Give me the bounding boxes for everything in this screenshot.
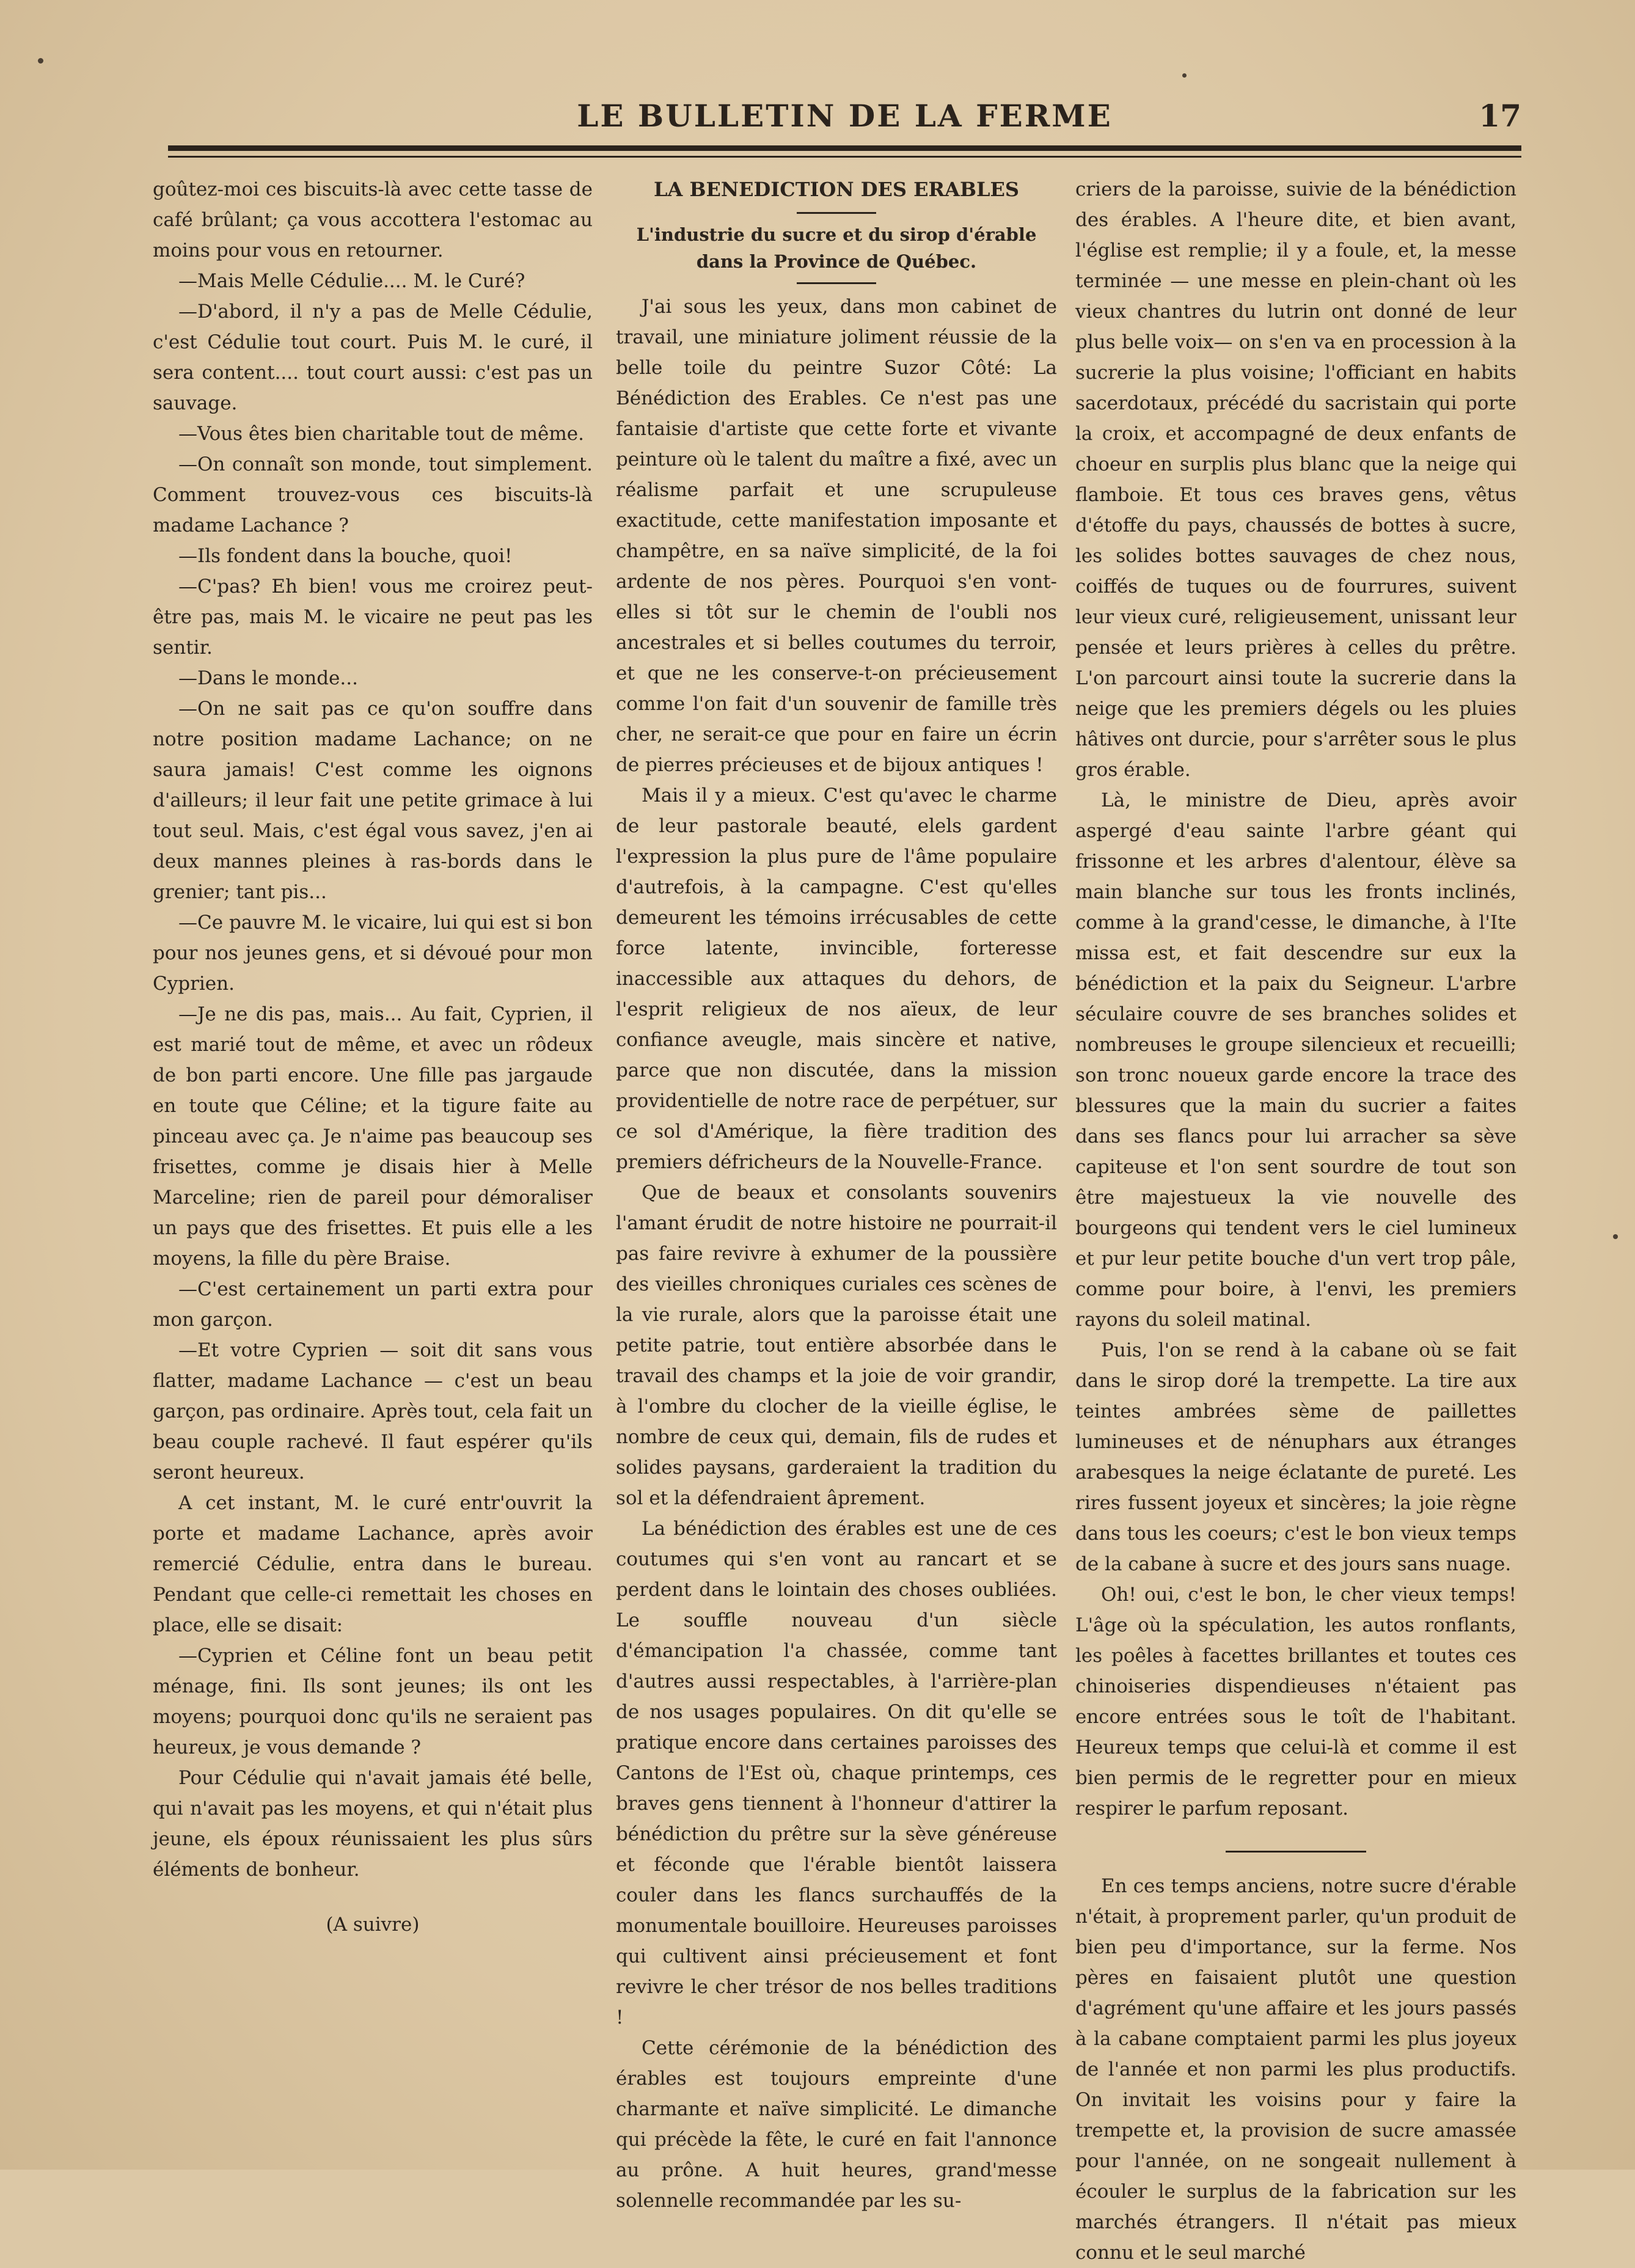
paragraph: La bénédiction des érables est une de ces coutumes qui s'en vont au rancart et se perdent dans le lointain des choses oubliées. Le souffle nouveau d'un siècle d'émancipation l'a chassée, comme tant d'autres aussi respectables, à l'arrière-plan de nos usages populaires. On dit qu'elle se pratique encore dans certaines paroisses des Cantons de l'Est où, chaque printemps, ces braves gens tiennent à l'honneur d'attirer la bénédiction du prêtre sur la sève généreuse et féconde que l'érable bientôt laissera couler dans les flancs surchauffés de la monumentale bouilloire. Heureuses paroisses qui cultivent ainsi précieusement et font revivre le cher trésor de nos belles traditions ! xyxy=(616,1518,1057,2028)
article-subtitle: L'industrie du sucre et du sirop d'érable dans la Province de Québec. xyxy=(636,224,1037,272)
paragraph: —Ils fondent dans la bouche, quoi! xyxy=(178,545,513,567)
to-be-continued: (A suivre) xyxy=(326,1914,420,1936)
column-left-story-continuation xyxy=(153,174,593,2019)
section-separator xyxy=(1226,1851,1366,1853)
paragraph: En ces temps anciens, notre sucre d'érable n'était, à proprement parler, qu'un produit de bien peu d'importance, sur la ferme. Nos pères en faisaient plutôt une question d'agrément qu'une affaire et les jours passés à la cabane comptaient parmi les plus joyeux de l'année et non parmi les plus productifs. On invitait les voisins pour y faire la trempette et, la provision de sucre amassée pour l'année, on ne songeait nullement à écouler le surplus de la fabrication sur les marchés étrangers. Il n'était pas mieux connu et le seul marché xyxy=(1075,1875,1516,2264)
paragraph: —Mais Melle Cédulie.... M. le Curé? xyxy=(178,270,525,292)
paper-speck xyxy=(38,58,43,64)
paragraph: A cet instant, M. le curé entr'ouvrit la porte et madame Lachance, après avoir remercié Cédulie, entra dans le bureau. Pendant que celle-ci remettait les choses en place, elle se disait: xyxy=(153,1492,593,1636)
paragraph: Mais il y a mieux. C'est qu'avec le charme de leur pastorale beauté, elels gardent l'expression la plus pure de l'âme populaire d'autrefois, à la campagne. C'est qu'elles demeurent les témoins irrécusables de cette force latente, invincible, forteresse inaccessible aux attaques du dehors, de l'esprit religieux de nos aïeux, de leur confiance aveugle, mais sincère et native, parce que non discutée, dans la mission providentielle de notre race de perpétuer, sur ce sol d'Amérique, la fière tradition des premiers défricheurs de la Nouvelle-France. xyxy=(616,785,1057,1173)
page-number: 17 xyxy=(1479,98,1521,134)
paragraph: —Ce pauvre M. le vicaire, lui qui est si bon pour nos jeunes gens, et si dévoué pour mon Cyprien. xyxy=(153,912,593,995)
paragraph: Là, le ministre de Dieu, après avoir aspergé d'eau sainte l'arbre géant qui frissonne et les arbres d'alentour, élève sa main blanche sur tous les fronts inclinés, comme à la grand'cesse, le dimanche, à l'Ite missa est, et fait descendre sur eux la bénédiction et la paix du Seigneur. L'arbre séculaire couvre de ses branches solides et nombreuses le groupe silencieux et recueilli; son tronc noueux garde encore la trace des blessures que la main du sucrier a faites dans ses flancs pour lui arracher sa sève capiteuse et l'on sent sourdre de tout son être majestueux la vie nouvelle des bourgeons qui tendent vers le ciel lumineux et pur leur petite bouche d'un vert trop pâle, comme pour boire, à l'envi, les premiers rayons du soleil matinal. xyxy=(1075,789,1516,1331)
paper-speck xyxy=(1182,73,1187,78)
paragraph: —D'abord, il n'y a pas de Melle Cédulie, c'est Cédulie tout court. Puis M. le curé, il sera content.... tout court aussi: c'est pas un sauvage. xyxy=(153,301,593,414)
column-middle-article xyxy=(616,174,1057,2212)
paper-speck xyxy=(1613,1234,1618,1239)
paragraph: —C'est certainement un parti extra pour mon garçon. xyxy=(153,1278,593,1331)
title-separator xyxy=(797,212,876,214)
subtitle-separator xyxy=(797,282,876,284)
publication-title: LE BULLETIN DE LA FERME xyxy=(577,98,1113,134)
paragraph: —Et votre Cyprien — soit dit sans vous flatter, madame Lachance — c'est un beau garçon, pas ordinaire. Après tout, cela fait un beau couple rachevé. Il faut espérer qu'ils seront heureux. xyxy=(153,1339,593,1483)
column-right-article-continued xyxy=(1075,174,1516,2264)
paragraph: J'ai sous les yeux, dans mon cabinet de travail, une miniature joliment réussie de la belle toile du peintre Suzor Côté: La Bénédiction des Erables. Ce n'est pas une fantaisie d'artiste que cette forte et vivante peinture où le talent du maître a fixé, avec un réalisme parfait et une scrupuleuse exactitude, cette manifestation imposante et champêtre, en sa naïve simplicité, de la foi ardente de nos pères. Pourquoi s'en vont-elles si tôt sur le chemin de l'oubli nos ancestrales et si belles coutumes du terroir, et que ne les conserve-t-on précieusement comme l'on fait d'un souvenir de famille très cher, ne serait-ce que pour en faire un écrin de pierres précieuses et de bijoux antiques ! xyxy=(616,296,1057,776)
paragraph: Cette cérémonie de la bénédiction des érables est toujours empreinte d'une charmante et naïve simplicité. Le dimanche qui précède la fête, le curé en fait l'annonce au prône. A huit heures, grand'messe solennelle recommandée par les su- xyxy=(616,2037,1057,2212)
paragraph: goûtez-moi ces biscuits-là avec cette tasse de café brûlant; ça vous accottera l'estomac au moins pour vous en retourner. xyxy=(153,178,593,262)
header-rule-thin xyxy=(168,156,1521,158)
paragraph: Pour Cédulie qui n'avait jamais été belle, qui n'avait pas les moyens, et qui n'était plus jeune, els époux réunissaient les plus sûrs éléments de bonheur. xyxy=(153,1767,593,1881)
paragraph: —On connaît son monde, tout simplement. Comment trouvez-vous ces biscuits-là madame Lachance ? xyxy=(153,453,593,536)
paragraph: Puis, l'on se rend à la cabane où se fait dans le sirop doré la trempette. La tire aux teintes ambrées sème de paillettes lumineuses et de nénuphars aux étranges arabesques la neige éclatante de pureté. Les rires fussent joyeux et sincères; la joie règne dans tous les coeurs; c'est le bon vieux temps de la cabane à sucre et des jours sans nuage. xyxy=(1075,1339,1516,1575)
paragraph: Oh! oui, c'est le bon, le cher vieux temps! L'âge où la spéculation, les autos ronflants, les poêles à facettes brillantes et toutes ces chinoiseries dispendieuses n'étaient pas encore entrées sous le toît de l'habitant. Heureux temps que celui-là et comme il est bien permis de le regretter pour en mieux respirer le parfum reposant. xyxy=(1075,1584,1516,1820)
paragraph: —Vous êtes bien charitable tout de même. xyxy=(178,423,584,445)
page-header xyxy=(168,92,1521,141)
paragraph: —Je ne dis pas, mais... Au fait, Cyprien, il est marié tout de même, et avec un rôdeux de bon parti encore. Une fille pas jargaude en toute que Céline; et la tigure faite au pinceau avec ça. Je n'aime pas beaucoup ses frisettes, comme je disais hier à Melle Marceline; rien de pareil pour démoraliser un pays que des frisettes. Et puis elle a les moyens, la fille du père Braise. xyxy=(153,1003,593,1270)
paragraph: —C'pas? Eh bien! vous me croirez peut-être pas, mais M. le vicaire ne peut pas les sentir. xyxy=(153,576,593,659)
paragraph: criers de la paroisse, suivie de la bénédiction des érables. A l'heure dite, et bien avant, l'église est remplie; il y a foule, et, la messe terminée — une messe en plein-chant où les vieux chantres du lutrin ont donné de leur plus belle voix— on s'en va en procession à la sucrerie la plus voisine; l'officiant en habits sacerdotaux, précédé du sacristain qui porte la croix, et accompagné de deux enfants de choeur en surplis plus blanc que la neige qui flamboie. Et tous ces braves gens, vêtus d'étoffe du pays, chaussés de bottes à sucre, les solides bottes sauvages de chez nous, coiffés de tuques ou de fourrures, suivent leur vieux curé, religieusement, unissant leur pensée et leurs prières à celles du prêtre. L'on parcourt ainsi toute la sucrerie dans la neige que les premiers dégels ou les pluies hâtives ont durcie, pour s'arrêter sous le plus gros érable. xyxy=(1075,178,1516,781)
article-title: LA BENEDICTION DES ERABLES xyxy=(653,178,1020,201)
paragraph: Que de beaux et consolants souvenirs l'amant érudit de notre histoire ne pourrait-il pas faire revivre à exhumer de la poussière des vieilles chroniques curiales ces scènes de la vie rurale, alors que la paroisse était une petite patrie, tout entière absorbée dans le travail des champs et la joie de voir grandir, à l'ombre du clocher de la vieille église, le nombre de ceux qui, demain, fils de rudes et solides paysans, garderaient la tradition du sol et la défendraient âprement. xyxy=(616,1182,1057,1509)
paragraph: —Dans le monde... xyxy=(178,667,358,689)
header-rule-thick xyxy=(168,145,1521,151)
paragraph: —On ne sait pas ce qu'on souffre dans notre position madame Lachance; on ne saura jamais! C'est comme les oignons d'ailleurs; il leur fait une petite grimace à lui tout seul. Mais, c'est égal vous savez, j'en ai deux mannes pleines à ras-bords dans le grenier; tant pis... xyxy=(153,698,593,903)
paragraph: —Cyprien et Céline font un beau petit ménage, fini. Ils sont jeunes; ils ont les moyens; pourquoi donc qu'ils ne seraient pas heureux, je vous demande ? xyxy=(153,1645,593,1758)
